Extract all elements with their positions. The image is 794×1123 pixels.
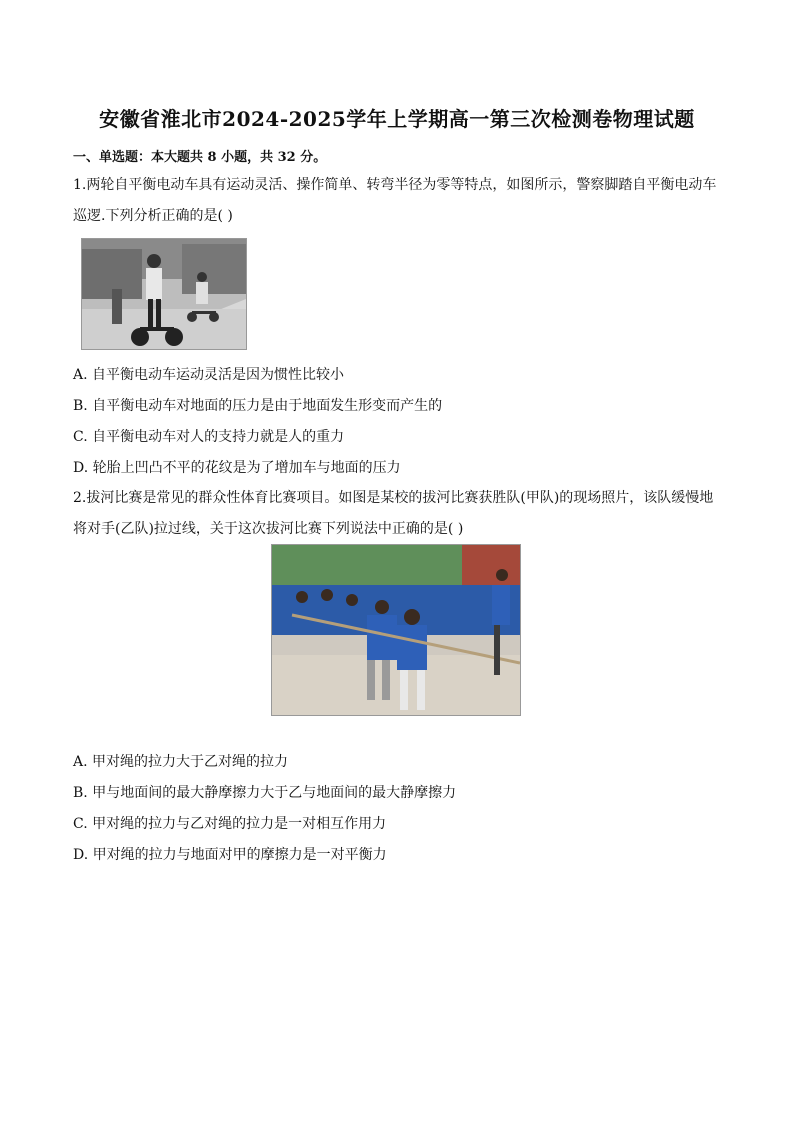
question-2-option-a: A. 甲对绳的拉力大于乙对绳的拉力	[73, 754, 289, 770]
question-1-option-c: C. 自平衡电动车对人的支持力就是人的重力	[73, 429, 345, 445]
question-2-photo	[271, 544, 521, 716]
document-title: 安徽省淮北市2024-2025学年上学期高一第三次检测卷物理试题	[99, 107, 695, 131]
question-2-option-d: D. 甲对绳的拉力与地面对甲的摩擦力是一对平衡力	[73, 847, 387, 863]
question-1-stem: 1.两轮自平衡电动车具有运动灵活、操作简单、转弯半径为零等特点，如图所示，警察脚踏自平衡电动车巡逻.下列分析正确的是( )	[73, 177, 717, 224]
section-header: 一、单选题：本大题共 8 小题，共 32 分。	[73, 150, 327, 165]
question-1-option-a: A. 自平衡电动车运动灵活是因为惯性比较小	[73, 367, 345, 383]
question-1-option-d: D. 轮胎上凹凸不平的花纹是为了增加车与地面的压力	[73, 460, 401, 476]
question-1-option-b: B. 自平衡电动车对地面的压力是由于地面发生形变而产生的	[73, 398, 443, 414]
question-2-stem: 2.拔河比赛是常见的群众性体育比赛项目。如图是某校的拔河比赛获胜队(甲队)的现场照片，该队缓慢地将对手(乙队)拉过线，关于这次拔河比赛下列说法中正确的是( )	[73, 490, 714, 537]
question-2-option-b: B. 甲与地面间的最大静摩擦力大于乙与地面间的最大静摩擦力	[73, 785, 457, 801]
question-1-photo	[81, 238, 247, 350]
question-2-option-c: C. 甲对绳的拉力与乙对绳的拉力是一对相互作用力	[73, 816, 387, 832]
